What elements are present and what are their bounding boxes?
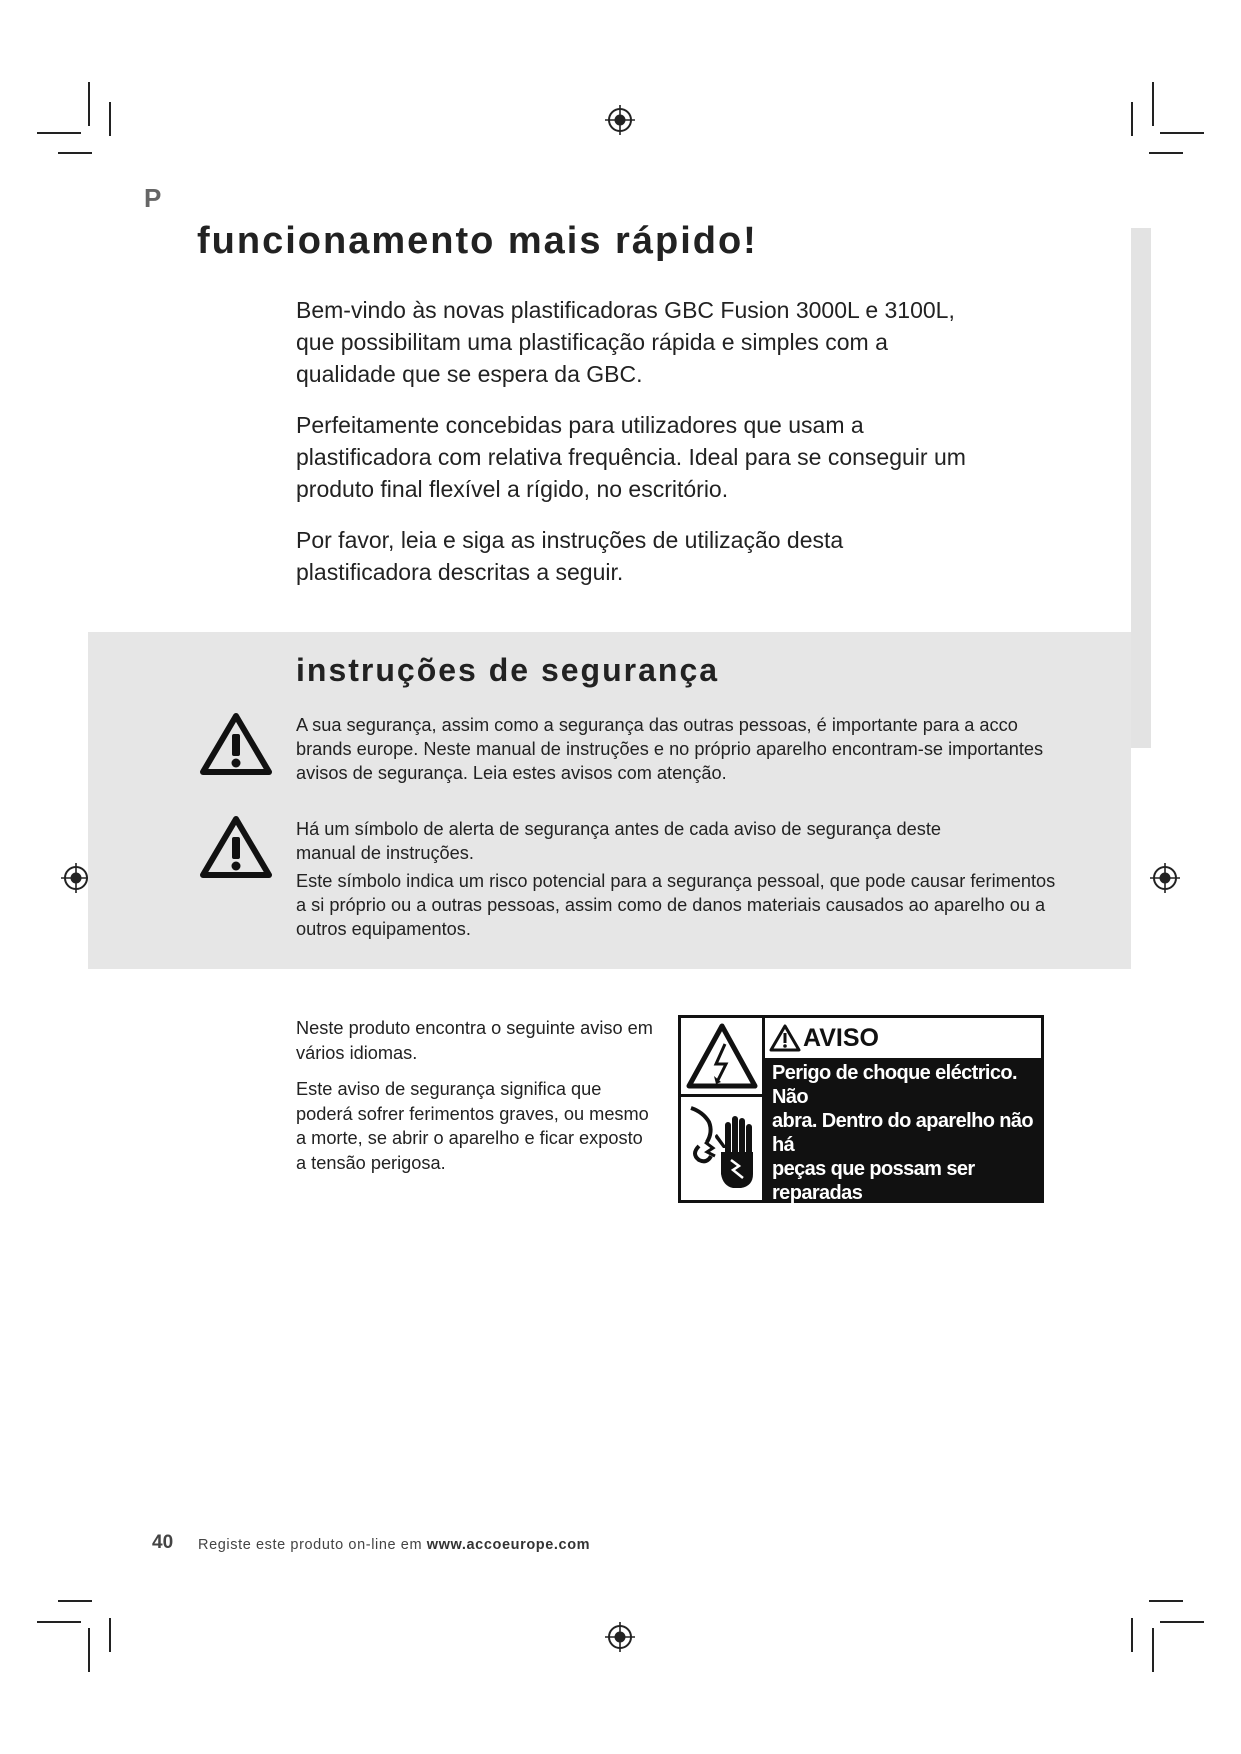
aviso-line: de manutenção qualificado. [772, 1278, 1020, 1300]
page-number: 40 [152, 1532, 174, 1553]
intro-paragraph: Por favor, leia e siga as instruções de utilização desta plastificadora descritas a seguir. [296, 527, 844, 585]
aviso-text [765, 1061, 1041, 1300]
aviso-icon-column [681, 1018, 765, 1200]
safety-paragraph: A sua segurança, assim como a segurança das outras pessoas, é importante para a acco brands europe. Neste manual de instruções e no próprio aparelho encontram-se importantes avisos de segurança. Leia estes avisos com atenção. [296, 715, 1044, 783]
side-bar [1131, 228, 1151, 748]
note-paragraph: Este aviso de segurança significa que poderá sofrer ferimentos graves, ou mesmo a morte, se abrir o aparelho e ficar exposto a tensão perigosa. [296, 1079, 649, 1173]
aviso-line: peças que possam ser reparadas [772, 1158, 975, 1204]
intro-paragraph: Perfeitamente concebidas para utilizadores que usam a plastificadora com relativa frequência. Ideal para se conseguir um produto final flexível a rígido, no escritório. [296, 412, 966, 502]
footer-url: www.accoeurope.com [426, 1537, 591, 1553]
registration-mark-icon [1150, 863, 1180, 893]
footer-text [198, 1537, 590, 1553]
registration-mark-icon [605, 105, 635, 135]
intro-paragraph: Bem-vindo às novas plastificadoras GBC Fusion 3000L e 3100L, que possibilitam uma plastificação rápida e simples com a qualidade que se espera da GBC. [296, 297, 955, 387]
warning-triangle-icon [200, 815, 272, 879]
safety-heading: instruções de segurança [296, 652, 720, 688]
footer-label: Registe este produto on-line em [198, 1537, 423, 1553]
registration-mark-icon [61, 863, 91, 893]
aviso-label [678, 1015, 1044, 1300]
hand-shock-icon [685, 1102, 759, 1196]
aviso-line: devem ser efectuadas por pessoal [772, 1230, 1005, 1276]
note-paragraph: Neste produto encontra o seguinte aviso em vários idiomas. [296, 1018, 653, 1063]
safety-paragraph: Este símbolo indica um risco potencial para a segurança pessoal, que pode causar ferimentos a si próprio ou a outras pessoas, assim como de danos materiais causados ao aparelho ou a outros equipamentos. [296, 871, 1056, 939]
aviso-line: abra. Dentro do aparelho não há [772, 1110, 1034, 1156]
aviso-heading-text: AVISO [803, 1023, 879, 1052]
electric-shock-icon [685, 1022, 759, 1090]
page-title: funcionamento mais rápido! [197, 220, 758, 262]
warning-triangle-icon [769, 1024, 801, 1052]
aviso-line: pelo utilizador. As reparações [772, 1206, 1037, 1228]
warning-triangle-icon [200, 712, 272, 776]
safety-paragraph: Há um símbolo de alerta de segurança antes de cada aviso de segurança deste manual de instruções. [296, 819, 942, 863]
aviso-heading [765, 1018, 1041, 1061]
section-letter: P [144, 183, 162, 213]
registration-mark-icon [605, 1622, 635, 1652]
aviso-line: Perigo de choque eléctrico. Não [772, 1062, 1017, 1108]
